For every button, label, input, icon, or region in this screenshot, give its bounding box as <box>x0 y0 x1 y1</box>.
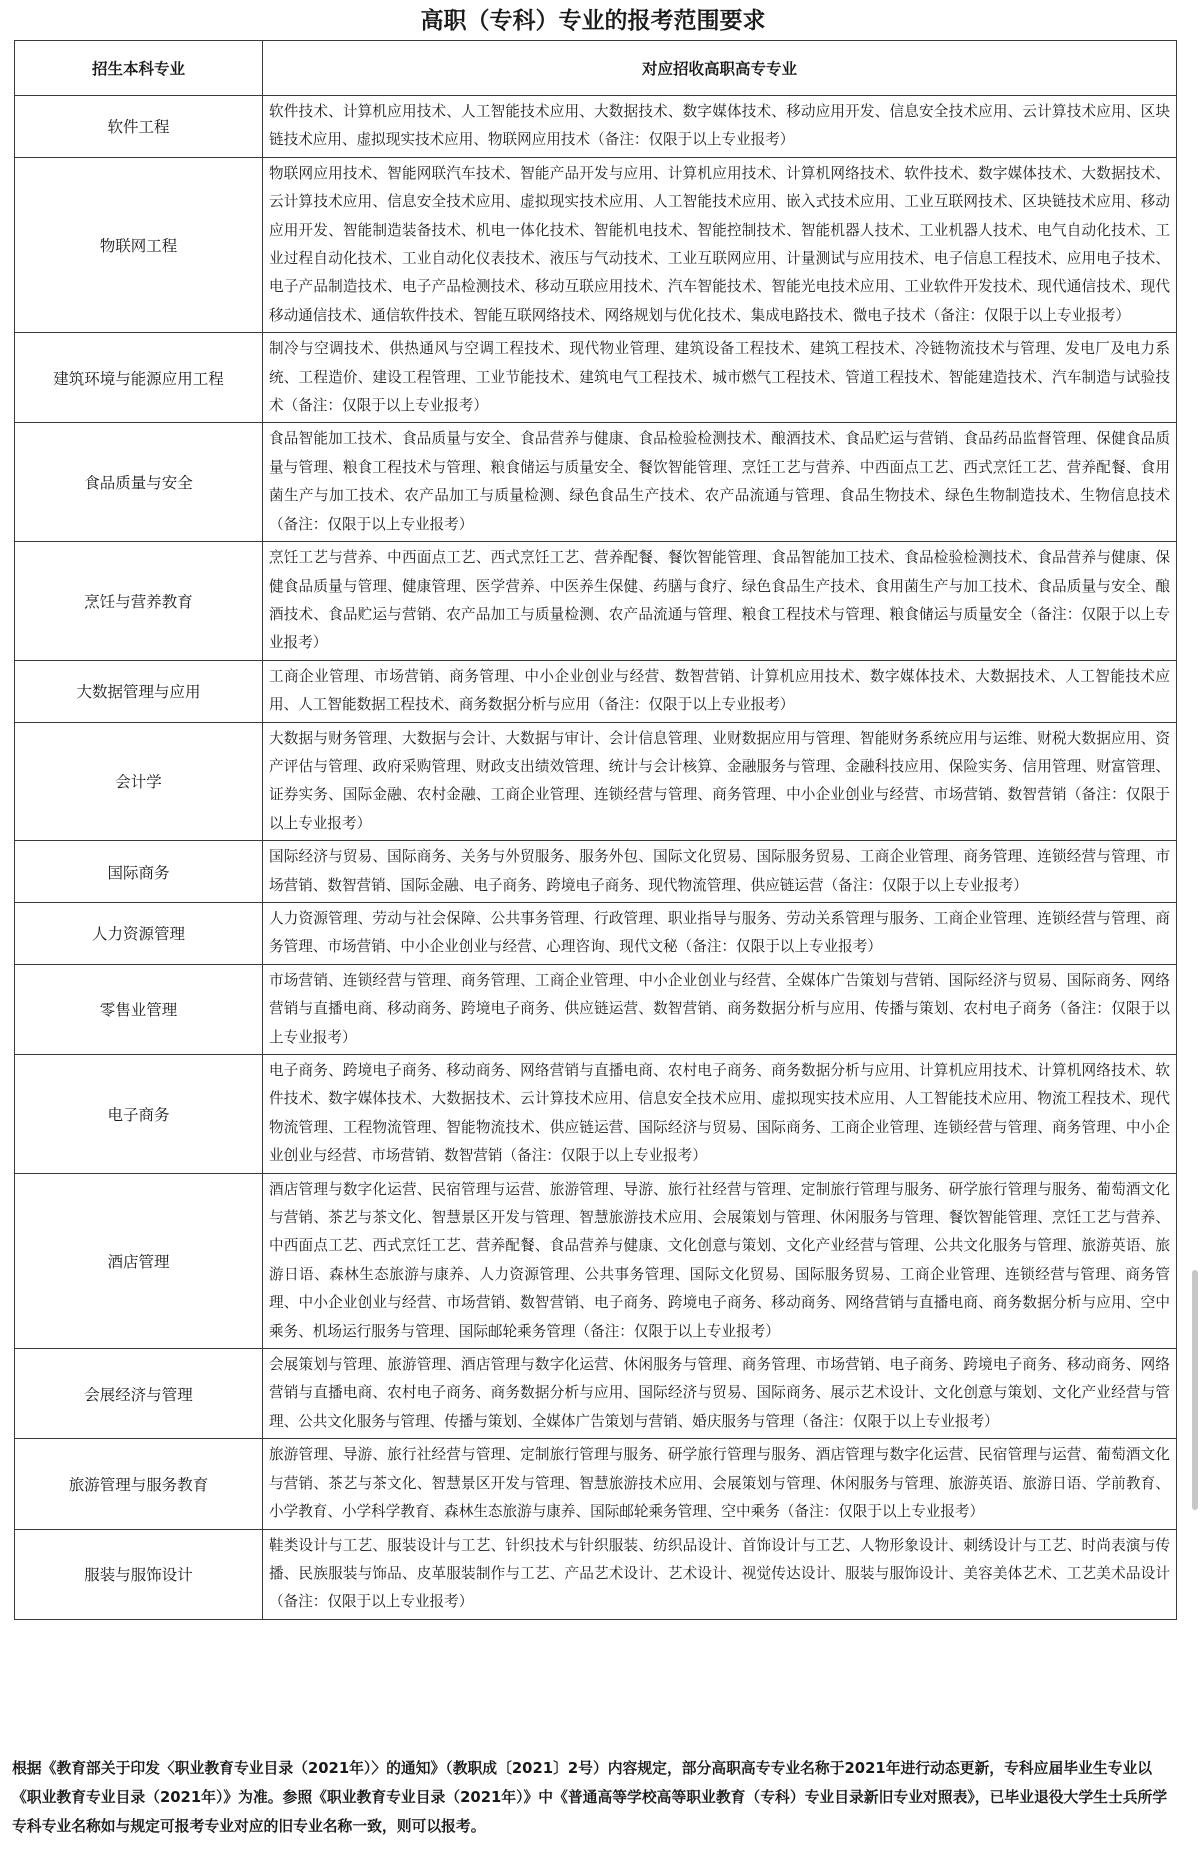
table-row <box>15 1349 1177 1439</box>
allowed-vocational-majors: 人力资源管理、劳动与社会保障、公共事务管理、行政管理、职业指导与服务、劳动关系管理与服务、工商企业管理、连锁经营与管理、商务管理、市场营销、中小企业创业与经营、心理咨询、现代文秘（备注：仅限于以上专业报考） <box>263 902 1177 964</box>
major-requirements-table <box>14 40 1177 1620</box>
table-row <box>15 660 1177 722</box>
undergrad-major: 服装与服饰设计 <box>15 1529 263 1619</box>
undergrad-major: 物联网工程 <box>15 157 263 332</box>
undergrad-major: 大数据管理与应用 <box>15 660 263 722</box>
table-row <box>15 1173 1177 1348</box>
undergrad-major: 会计学 <box>15 722 263 841</box>
undergrad-major: 软件工程 <box>15 96 263 158</box>
undergrad-major: 烹饪与营养教育 <box>15 542 263 661</box>
undergrad-major: 酒店管理 <box>15 1173 263 1348</box>
table-row <box>15 542 1177 661</box>
table-row <box>15 96 1177 158</box>
table-row <box>15 964 1177 1054</box>
allowed-vocational-majors: 酒店管理与数字化运营、民宿管理与运营、旅游管理、导游、旅行社经营与管理、定制旅行管理与服务、研学旅行管理与服务、葡萄酒文化与营销、茶艺与茶文化、智慧景区开发与管理、智慧旅游技术应用、会展策划与管理、休闲服务与管理、餐饮智能管理、烹饪工艺与营养、中西面点工艺、西式烹饪工艺、营养配餐、食品营养与健康、文化创意与策划、文化产业经营与管理、公共文化服务与管理、旅游英语、旅游日语、森林生态旅游与康养、人力资源管理、公共事务管理、国际文化贸易、国际服务贸易、工商企业管理、连锁经营与管理、商务管理、中小企业创业与经营、市场营销、数智营销、电子商务、跨境电子商务、移动商务、网络营销与直播电商、商务数据分析与应用、空中乘务、机场运行服务与管理、国际邮轮乘务管理（备注：仅限于以上专业报考） <box>263 1173 1177 1348</box>
allowed-vocational-majors: 食品智能加工技术、食品质量与安全、食品营养与健康、食品检验检测技术、酿酒技术、食品贮运与营销、食品药品监督管理、保健食品质量与管理、粮食工程技术与管理、粮食储运与质量安全、餐饮智能管理、烹饪工艺与营养、中西面点工艺、西式烹饪工艺、营养配餐、食用菌生产与加工技术、农产品加工与质量检测、绿色食品生产技术、农产品流通与管理、食品生物技术、绿色生物制造技术、生物信息技术（备注：仅限于以上专业报考） <box>263 423 1177 542</box>
table-row <box>15 841 1177 903</box>
table-row <box>15 902 1177 964</box>
allowed-vocational-majors: 鞋类设计与工艺、服装设计与工艺、针织技术与针织服装、纺织品设计、首饰设计与工艺、人物形象设计、刺绣设计与工艺、时尚表演与传播、民族服装与饰品、皮革服装制作与工艺、产品艺术设计、艺术设计、视觉传达设计、服装与服饰设计、美容美体艺术、工艺美术品设计（备注：仅限于以上专业报考） <box>263 1529 1177 1619</box>
table-row <box>15 157 1177 332</box>
allowed-vocational-majors: 烹饪工艺与营养、中西面点工艺、西式烹饪工艺、营养配餐、餐饮智能管理、食品智能加工技术、食品检验检测技术、食品营养与健康、保健食品质量与管理、健康管理、医学营养、中医养生保健、药膳与食疗、绿色食品生产技术、食用菌生产与加工技术、食品质量与安全、酿酒技术、食品贮运与营销、农产品加工与质量检测、农产品流通与管理、粮食工程技术与管理、粮食储运与质量安全（备注：仅限于以上专业报考） <box>263 542 1177 661</box>
undergrad-major: 电子商务 <box>15 1055 263 1174</box>
undergrad-major: 旅游管理与服务教育 <box>15 1439 263 1529</box>
undergrad-major: 建筑环境与能源应用工程 <box>15 333 263 423</box>
header-vocational-majors: 对应招收高职高专专业 <box>263 41 1177 96</box>
page-title: 高职（专科）专业的报考范围要求 <box>420 8 766 34</box>
allowed-vocational-majors: 电子商务、跨境电子商务、移动商务、网络营销与直播电商、农村电子商务、商务数据分析与应用、计算机应用技术、计算机网络技术、软件技术、数字媒体技术、大数据技术、云计算技术应用、信息安全技术应用、虚拟现实技术应用、人工智能技术应用、物流工程技术、现代物流管理、工程物流管理、智能物流技术、供应链运营、国际经济与贸易、国际商务、工商企业管理、连锁经营与管理、商务管理、中小企业创业与经营、市场营销、数智营销（备注：仅限于以上专业报考） <box>263 1055 1177 1174</box>
allowed-vocational-majors: 市场营销、连锁经营与管理、商务管理、工商企业管理、中小企业创业与经营、全媒体广告策划与营销、国际经济与贸易、国际商务、网络营销与直播电商、移动商务、跨境电子商务、供应链运营、数智营销、商务数据分析与应用、传播与策划、农村电子商务（备注：仅限于以上专业报考） <box>263 964 1177 1054</box>
table-row <box>15 1055 1177 1174</box>
table-row <box>15 333 1177 423</box>
table-header-row <box>15 41 1177 96</box>
allowed-vocational-majors: 制冷与空调技术、供热通风与空调工程技术、现代物业管理、建筑设备工程技术、建筑工程技术、冷链物流技术与管理、发电厂及电力系统、工程造价、建设工程管理、工业节能技术、建筑电气工程技术、城市燃气工程技术、管道工程技术、智能建造技术、汽车制造与试验技术（备注：仅限于以上专业报考） <box>263 333 1177 423</box>
allowed-vocational-majors: 物联网应用技术、智能网联汽车技术、智能产品开发与应用、计算机应用技术、计算机网络技术、软件技术、数字媒体技术、大数据技术、云计算技术应用、信息安全技术应用、虚拟现实技术应用、人工智能技术应用、嵌入式技术应用、工业互联网技术、区块链技术应用、移动应用开发、智能制造装备技术、机电一体化技术、智能机电技术、智能控制技术、智能机器人技术、工业机器人技术、电气自动化技术、工业过程自动化技术、工业自动化仪表技术、液压与气动技术、工业互联网应用、计量测试与应用技术、电子信息工程技术、应用电子技术、电子产品制造技术、电子产品检测技术、移动互联应用技术、汽车智能技术、智能光电技术应用、工业软件开发技术、现代通信技术、现代移动通信技术、通信软件技术、智能互联网络技术、网络规划与优化技术、集成电路技术、微电子技术（备注：仅限于以上专业报考） <box>263 157 1177 332</box>
table-row <box>15 1439 1177 1529</box>
header-undergrad-major: 招生本科专业 <box>15 41 263 96</box>
table-row <box>15 722 1177 841</box>
allowed-vocational-majors: 软件技术、计算机应用技术、人工智能技术应用、大数据技术、数字媒体技术、移动应用开发、信息安全技术应用、云计算技术应用、区块链技术应用、虚拟现实技术应用、物联网应用技术（备注：仅限于以上专业报考） <box>263 96 1177 158</box>
undergrad-major: 人力资源管理 <box>15 902 263 964</box>
table-row <box>15 423 1177 542</box>
vertical-scrollbar[interactable] <box>1192 1270 1198 1510</box>
allowed-vocational-majors: 工商企业管理、市场营销、商务管理、中小企业创业与经营、数智营销、计算机应用技术、数字媒体技术、大数据技术、人工智能技术应用、人工智能数据工程技术、商务数据分析与应用（备注：仅限于以上专业报考） <box>263 660 1177 722</box>
undergrad-major: 零售业管理 <box>15 964 263 1054</box>
allowed-vocational-majors: 大数据与财务管理、大数据与会计、大数据与审计、会计信息管理、业财数据应用与管理、智能财务系统应用与运维、财税大数据应用、资产评估与管理、政府采购管理、财政支出绩效管理、统计与会计核算、金融服务与管理、金融科技应用、保险实务、信用管理、财富管理、证券实务、国际金融、农村金融、工商企业管理、连锁经营与管理、商务管理、中小企业创业与经营、市场营销、数智营销（备注：仅限于以上专业报考） <box>263 722 1177 841</box>
undergrad-major: 食品质量与安全 <box>15 423 263 542</box>
allowed-vocational-majors: 旅游管理、导游、旅行社经营与管理、定制旅行管理与服务、研学旅行管理与服务、酒店管理与数字化运营、民宿管理与运营、葡萄酒文化与营销、茶艺与茶文化、智慧景区开发与管理、智慧旅游技术应用、会展策划与管理、休闲服务与管理、旅游英语、旅游日语、学前教育、小学教育、小学科学教育、森林生态旅游与康养、国际邮轮乘务管理、空中乘务（备注：仅限于以上专业报考） <box>263 1439 1177 1529</box>
table-row <box>15 1529 1177 1619</box>
policy-footnote: 根据《教育部关于印发〈职业教育专业目录（2021年）〉的通知》（教职成〔2021〕2号）内容规定，部分高职高专专业名称于2021年进行动态更新，专科应届毕业生专业以《职业教育专业目录（2021年）》为准。参照《职业教育专业目录（2021年）》中《普通高等学校高等职业教育（专科）专业目录新旧专业对照表》，已毕业退役大学生士兵所学专科专业名称如与规定可报考专业对应的旧专业名称一致，则可以报考。 <box>12 1760 1168 1835</box>
allowed-vocational-majors: 国际经济与贸易、国际商务、关务与外贸服务、服务外包、国际文化贸易、国际服务贸易、工商企业管理、商务管理、连锁经营与管理、市场营销、数智营销、国际金融、电子商务、跨境电子商务、现代物流管理、供应链运营（备注：仅限于以上专业报考） <box>263 841 1177 903</box>
allowed-vocational-majors: 会展策划与管理、旅游管理、酒店管理与数字化运营、休闲服务与管理、商务管理、市场营销、电子商务、跨境电子商务、移动商务、网络营销与直播电商、农村电子商务、商务数据分析与应用、国际经济与贸易、国际商务、展示艺术设计、文化创意与策划、文化产业经营与管理、公共文化服务与管理、传播与策划、全媒体广告策划与营销、婚庆服务与管理（备注：仅限于以上专业报考） <box>263 1349 1177 1439</box>
undergrad-major: 会展经济与管理 <box>15 1349 263 1439</box>
undergrad-major: 国际商务 <box>15 841 263 903</box>
